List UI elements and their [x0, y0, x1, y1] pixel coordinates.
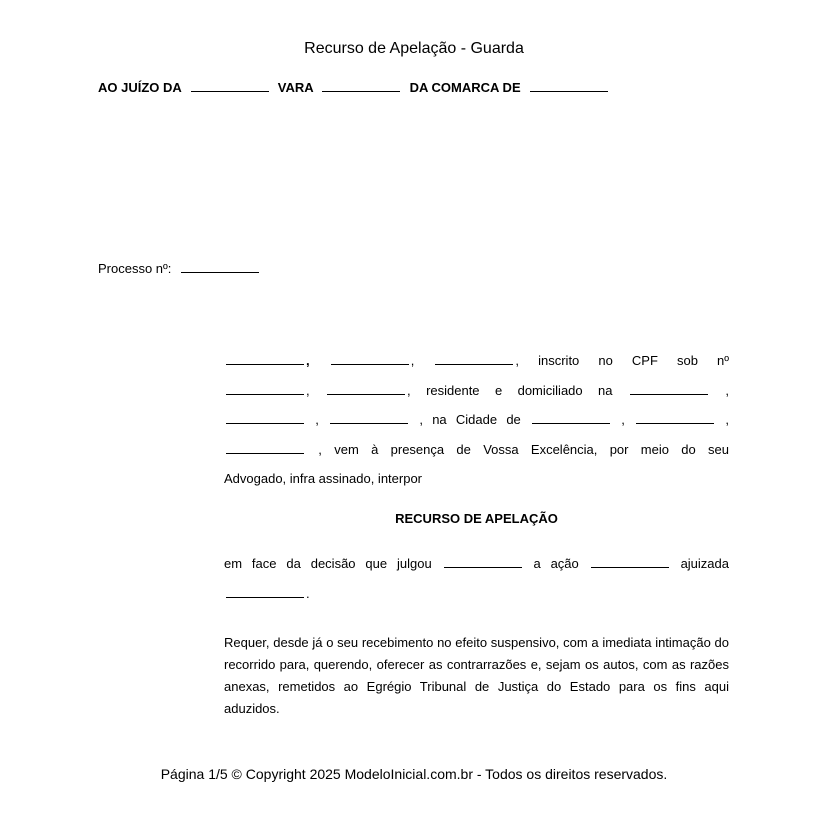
blank-field: [444, 566, 522, 568]
decision-paragraph: em face da decisão que julgou a ação ajuizada .: [224, 556, 729, 601]
decision-text-1: em face da decisão que julgou: [224, 556, 432, 571]
blank-field: [181, 271, 259, 273]
process-number-label: Processo nº:: [98, 261, 172, 276]
request-paragraph: Requer, desde já o seu recebimento no efeito suspensivo, com a imediata intimação do recorrido para, querendo, oferecer as contrarrazões e, sejam os autos, com as razões anexas, remetidos ao Egrégio Tribunal de Justiça do Estado para os fins aqui aduzidos.: [224, 635, 729, 716]
blank-field: [226, 363, 304, 365]
blank-field: [226, 596, 304, 598]
blank-field: [532, 422, 610, 424]
blank-field: [226, 452, 304, 454]
page-footer: Página 1/5 © Copyright 2025 ModeloInicial.com.br - Todos os direitos reservados.: [160, 766, 668, 782]
decision-text-2: a ação: [533, 556, 579, 571]
blank-field: [331, 363, 409, 365]
address-part-vara: VARA: [277, 80, 314, 95]
document-title: Recurso de Apelação - Guarda: [304, 40, 524, 57]
blank-field: [630, 393, 708, 395]
parties-paragraph: , , , inscrito no CPF sob nº , , residente e domiciliado na , , , na Cidade de , , , vem à presença de Vossa Excelência, por meio do seu Advogado, infra assinado, interpor: [224, 346, 729, 494]
parties-residence-text: residente e domiciliado na: [426, 382, 613, 398]
section-heading: RECURSO DE APELAÇÃO: [395, 511, 558, 526]
parties-cpf-text: inscrito no CPF sob nº: [538, 353, 729, 368]
decision-text-3: ajuizada: [680, 556, 729, 571]
blank-field: [191, 90, 269, 92]
parties-presence-text: vem à presença de Vossa Excelência, por meio do seu: [334, 441, 729, 457]
address-part-juizo: AO JUÍZO DA: [98, 80, 182, 95]
blank-field: [530, 90, 608, 92]
blank-field: [322, 90, 400, 92]
parties-lawyer-text: Advogado, infra assinado, interpor: [224, 471, 423, 486]
blank-field: [330, 422, 408, 424]
blank-field: [591, 566, 669, 568]
address-part-comarca: DA COMARCA DE: [409, 80, 521, 95]
blank-field: [226, 393, 304, 395]
court-address-line: [98, 80, 610, 95]
blank-field: [327, 393, 405, 395]
blank-field: [435, 363, 513, 365]
blank-field: [636, 422, 714, 424]
parties-city-text: na Cidade de: [432, 412, 521, 427]
blank-field: [226, 422, 304, 424]
process-number-line: [98, 261, 261, 276]
